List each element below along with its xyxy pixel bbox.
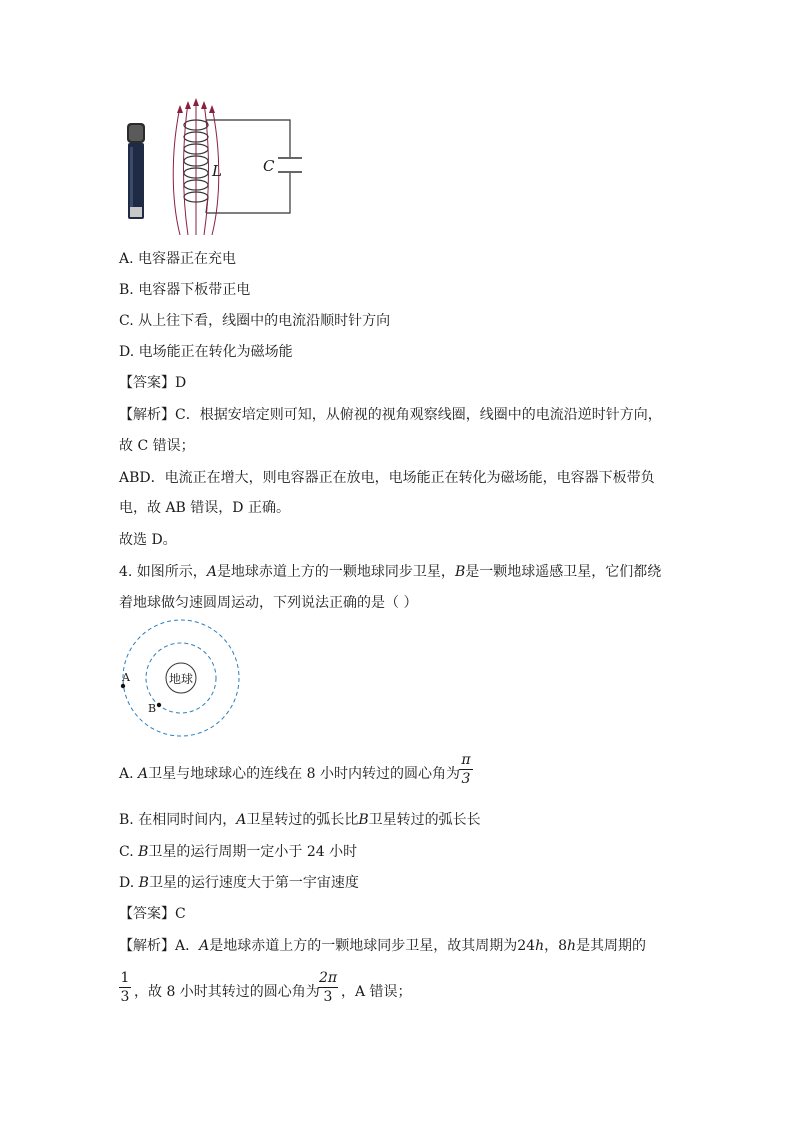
q4-option-c: C. B卫星的运行周期一定小于 24 小时 <box>119 844 358 860</box>
q4-analysis-line2-text: ，故 8 小时其转过的圆心角为 <box>134 984 320 1000</box>
satellite-b-label: B <box>148 702 157 715</box>
q3-option-b: B. 电容器下板带正电 <box>119 282 251 298</box>
satellite-a-dot <box>121 684 125 688</box>
q4-stem-line1: 4. 如图所示，A是地球赤道上方的一颗地球同步卫星，B是一颗地球遥感卫星，它们都绕 <box>119 564 662 580</box>
q3-answer: 【答案】D <box>119 375 187 391</box>
fraction-one-third: 1 3 <box>120 970 130 1005</box>
q3-analysis-line3: ABD．电流正在增大，则电容器正在放电，电场能正在转化为磁场能，电容器下板带负 <box>119 470 655 486</box>
q4-option-b: B. 在相同时间内，A卫星转过的弧长比B卫星转过的弧长长 <box>119 812 481 828</box>
q4-answer: 【答案】C <box>119 906 186 922</box>
q3-option-a: A. 电容器正在充电 <box>119 251 237 267</box>
q4-option-a: A. A卫星与地球球心的连线在 8 小时内转过的圆心角为 <box>119 766 460 782</box>
inductor-label: L <box>212 162 222 180</box>
q3-analysis-line5: 故选 D。 <box>119 532 177 548</box>
q3-analysis-line2: 故 C 错误； <box>119 438 195 454</box>
q4-option-d: D. B卫星的运行速度大于第一宇宙速度 <box>119 875 359 891</box>
q3-analysis-line1: 【解析】C．根据安培定则可知，从俯视的视角观察线圈，线圈中的电流沿逆时针方向， <box>119 407 662 423</box>
q4-analysis-line2-end: ，A 错误； <box>341 984 412 1000</box>
microphone-icon <box>127 123 145 219</box>
q4-stem-line2: 着地球做匀速圆周运动，下列说法正确的是（ ） <box>119 595 418 611</box>
satellite-a-label: A <box>122 671 130 684</box>
q3-option-c: C. 从上往下看，线圈中的电流沿顺时针方向 <box>119 313 391 329</box>
capacitor-label: C <box>263 157 275 175</box>
q3-option-d: D. 电场能正在转化为磁场能 <box>119 344 293 360</box>
fraction-pi-over-3: π 3 <box>459 752 473 787</box>
q4-analysis-line1: 【解析】A．A是地球赤道上方的一颗地球同步卫星，故其周期为24h，8h是其周期的 <box>119 938 647 954</box>
satellite-b-dot <box>157 703 161 707</box>
fraction-two-pi-over-3: 2π 3 <box>318 970 338 1005</box>
earth-label: 地球 <box>169 672 194 686</box>
q3-analysis-line4: 电，故 AB 错误，D 正确。 <box>119 500 290 516</box>
